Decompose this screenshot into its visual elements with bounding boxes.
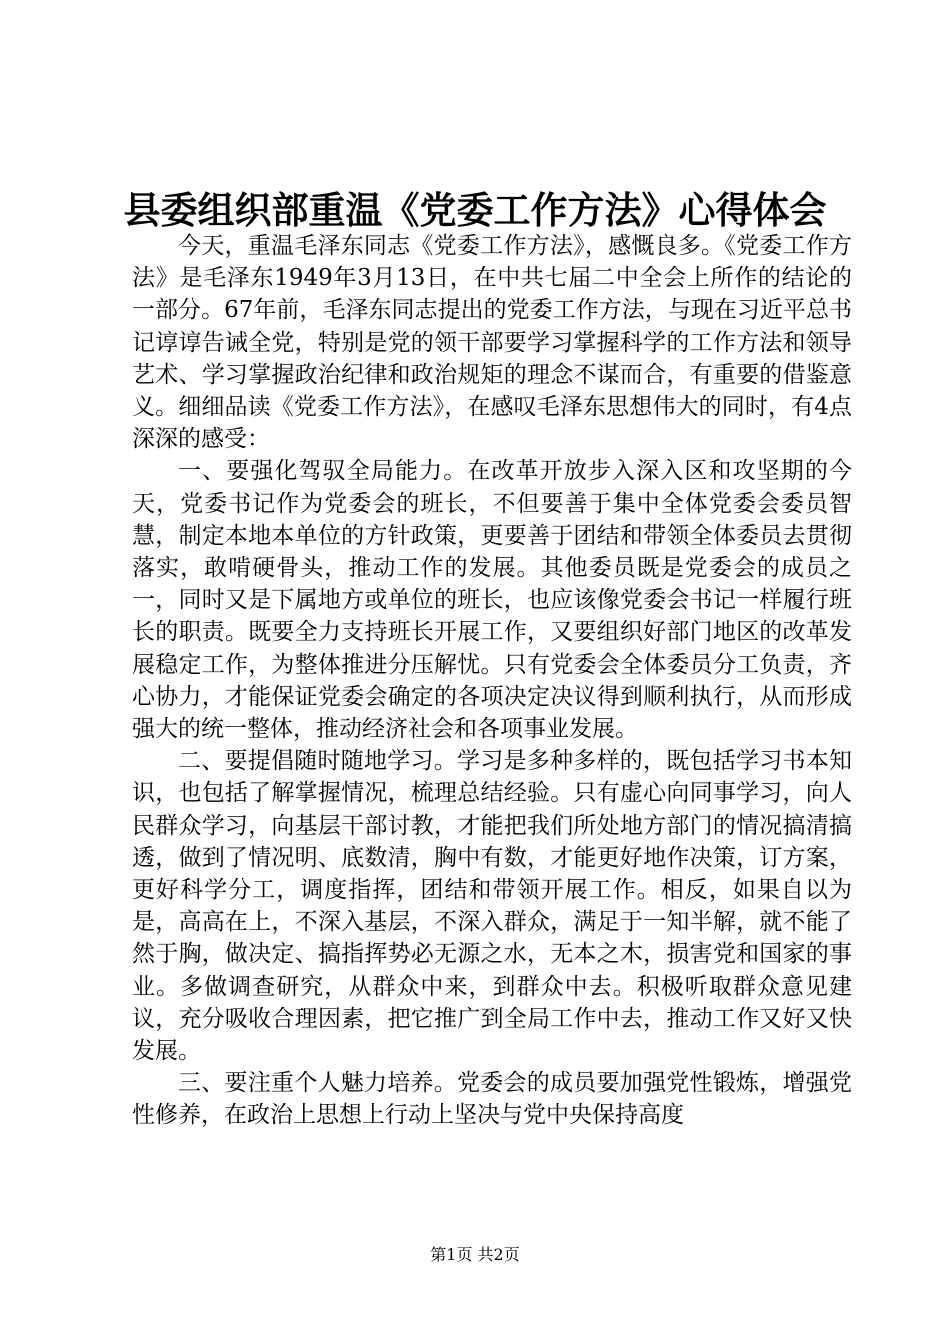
paragraph-point-3: 三、要注重个人魅力培养。党委会的成员要加强党性锻炼，增强党性修养，在政治上思想上行动上坚决与党中央保持高度	[132, 1070, 852, 1129]
page-number-footer: 第1页 共2页	[430, 1245, 520, 1264]
document-body	[132, 230, 852, 1132]
paragraph-intro: 今天，重温毛泽东同志《党委工作方法》，感慨良多。《党委工作方法》是毛泽东1949年3月13日，在中共七届二中全会上所作的结论的一部分。67年前，毛泽东同志提出的党委工作方法，与现在习近平总书记谆谆告诫全党，特别是党的领干部要学习掌握科学的工作方法和领导艺术、学习掌握政治纪律和政治规矩的理念不谋而合，有重要的借鉴意义。细细品读《党委工作方法》，在感叹毛泽东思想伟大的同时，有4点深深的感受：	[132, 233, 852, 453]
document-title: 县委组织部重温《党委工作方法》心得体会	[123, 188, 827, 232]
paragraph-point-1: 一、要强化驾驭全局能力。在改革开放步入深入区和攻坚期的今天，党委书记作为党委会的班长，不但要善于集中全体党委会委员智慧，制定本地本单位的方针政策，更要善于团结和带领全体委员去贯彻落实，敢啃硬骨头，推动工作的发展。其他委员既是党委会的成员之一，同时又是下属地方或单位的班长，也应该像党委会书记一样履行班长的职责。既要全力支持班长开展工作，又要组织好部门地区的改革发展稳定工作，为整体推进分压解忧。只有党委会全体委员分工负责，齐心协力，才能保证党委会确定的各项决定决议得到顺利执行，从而形成强大的统一整体，推动经济社会和各项事业发展。	[132, 458, 852, 743]
paragraph-point-2: 二、要提倡随时随地学习。学习是多种多样的，既包括学习书本知识，也包括了解掌握情况，梳理总结经验。只有虚心向同事学习，向人民群众学习，向基层干部讨教，才能把我们所处地方部门的情况搞清搞透，做到了情况明、底数清，胸中有数，才能更好地作决策，订方案，更好科学分工，调度指挥，团结和带领开展工作。相反，如果自以为是，高高在上，不深入基层，不深入群众，满足于一知半解，就不能了然于胸，做决定、搞指挥势必无源之水，无本之木，损害党和国家的事业。多做调查研究，从群众中来，到群众中去。积极听取群众意见建议，充分吸收合理因素，把它推广到全局工作中去，推动工作又好又快发展。	[132, 748, 852, 1065]
